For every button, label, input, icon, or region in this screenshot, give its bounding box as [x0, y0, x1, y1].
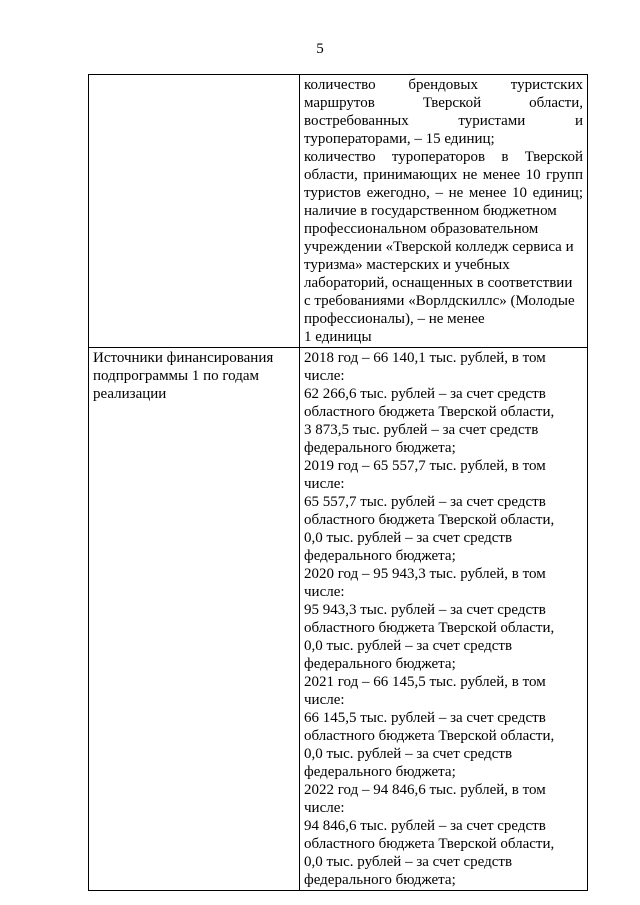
- text-line: [304, 76, 583, 94]
- text-line: 2022 год – 94 846,6 тыс. рублей, в том: [304, 782, 546, 798]
- text-line: федерального бюджета;: [304, 548, 456, 564]
- text-line: 94 846,6 тыс. рублей – за счет средств: [304, 818, 546, 834]
- text-line: 3 873,5 тыс. рублей – за счет средств: [304, 422, 539, 438]
- text-line: 2021 год – 66 145,5 тыс. рублей, в том: [304, 674, 546, 690]
- text-line: федерального бюджета;: [304, 440, 456, 456]
- label-line: подпрограммы 1 по годам: [93, 368, 260, 384]
- text-line: профессиональном образовательном: [304, 221, 539, 237]
- word: Тверской: [422, 95, 482, 111]
- text-line: федерального бюджета;: [304, 764, 456, 780]
- text-line: наличие в государственном бюджетном: [304, 203, 557, 219]
- text-line: [304, 112, 583, 130]
- text-line: числе:: [304, 800, 345, 816]
- text-line: туризма» мастерских и учебных: [304, 257, 510, 273]
- word: востребованных: [304, 113, 409, 129]
- text-line: 95 943,3 тыс. рублей – за счет средств: [304, 602, 546, 618]
- table-row: [89, 75, 588, 348]
- text-line: областного бюджета Тверской области,: [304, 620, 555, 636]
- label-line: реализации: [93, 386, 167, 402]
- text-line: 2018 год – 66 140,1 тыс. рублей, в том: [304, 350, 546, 366]
- word: брендовых: [408, 77, 478, 93]
- text-line: области, принимающих не менее 10 групп: [304, 167, 583, 183]
- program-table: [88, 74, 588, 891]
- row2-label-cell: [89, 348, 300, 891]
- text-line: федерального бюджета;: [304, 872, 456, 888]
- text-line: 0,0 тыс. рублей – за счет средств: [304, 854, 513, 870]
- text-line: 2019 год – 65 557,7 тыс. рублей, в том: [304, 458, 546, 474]
- text-line: числе:: [304, 368, 345, 384]
- row1-value-cell: [300, 75, 588, 348]
- text-line: 62 266,6 тыс. рублей – за счет средств: [304, 386, 546, 402]
- word: туристами: [458, 113, 526, 129]
- text-line: 2020 год – 95 943,3 тыс. рублей, в том: [304, 566, 546, 582]
- text-line: областного бюджета Тверской области,: [304, 512, 555, 528]
- text-line: областного бюджета Тверской области,: [304, 728, 555, 744]
- label-line: Источники финансирования: [93, 350, 274, 366]
- page-number: 5: [316, 41, 324, 57]
- text-line: профессионалы), – не менее: [304, 311, 485, 327]
- text-line: с требованиями «Ворлдскиллс» (Молодые: [304, 293, 575, 309]
- row1-label-cell: [89, 75, 300, 348]
- table-row: [89, 348, 588, 891]
- text-line: числе:: [304, 584, 345, 600]
- text-line: федерального бюджета;: [304, 656, 456, 672]
- text-line: 1 единицы: [304, 329, 372, 345]
- word: и: [574, 113, 583, 129]
- text-line: числе:: [304, 692, 345, 708]
- word: области,: [529, 95, 583, 111]
- text-line: учреждении «Тверской колледж сервиса и: [304, 239, 574, 255]
- text-line: [304, 94, 583, 112]
- word: маршрутов: [304, 95, 375, 111]
- text-line: количество туроператоров в Тверской: [304, 149, 583, 165]
- text-line: областного бюджета Тверской области,: [304, 836, 555, 852]
- text-line: 0,0 тыс. рублей – за счет средств: [304, 638, 513, 654]
- text-line: 0,0 тыс. рублей – за счет средств: [304, 530, 513, 546]
- text-line: лабораторий, оснащенных в соответствии: [304, 275, 573, 291]
- text-line: туроператорами, – 15 единиц;: [304, 131, 495, 147]
- word: туристских: [510, 77, 583, 93]
- text-line: 65 557,7 тыс. рублей – за счет средств: [304, 494, 546, 510]
- word: количество: [304, 77, 376, 93]
- text-line: туристов ежегодно, – не менее 10 единиц;: [304, 185, 583, 201]
- text-line: числе:: [304, 476, 345, 492]
- text-line: 0,0 тыс. рублей – за счет средств: [304, 746, 513, 762]
- text-line: областного бюджета Тверской области,: [304, 404, 555, 420]
- row2-value-cell: [300, 348, 588, 891]
- text-line: 66 145,5 тыс. рублей – за счет средств: [304, 710, 546, 726]
